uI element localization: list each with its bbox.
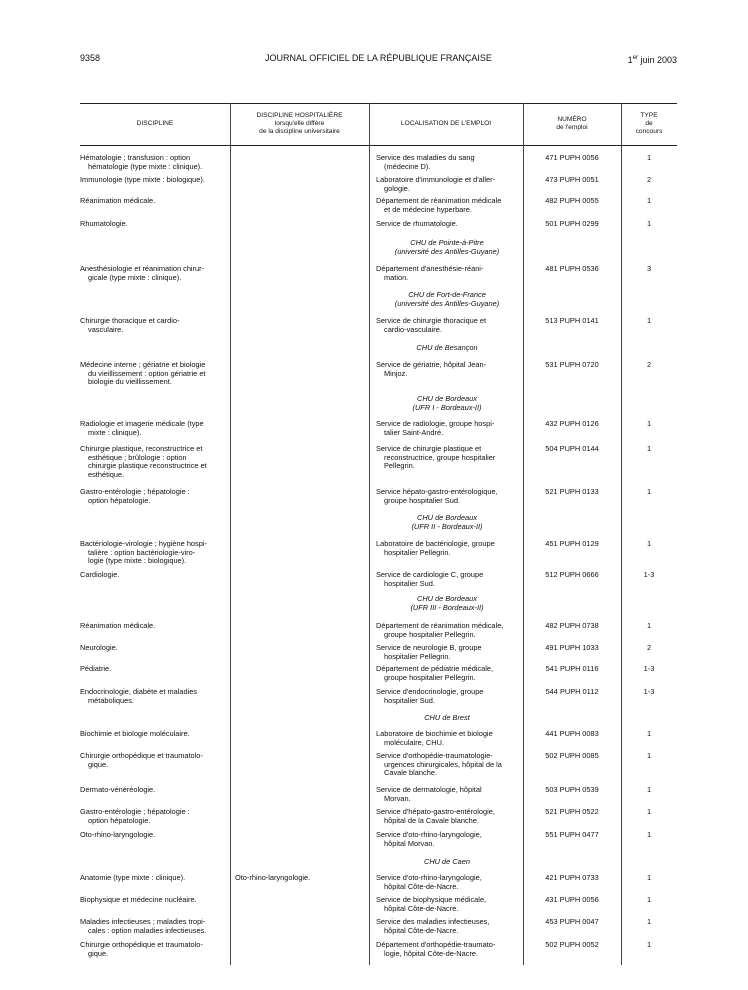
localisation-text: hôpital Côte-de-Nacre. [384,881,459,891]
discipline-cell [80,730,226,739]
localisation-text: Service de chirurgie thoracique et [376,316,487,325]
localisation-text: gologie. [384,183,410,193]
journal-title: JOURNAL OFFICIEL DE LA RÉPUBLIQUE FRANÇAISE [265,53,492,63]
discipline-text: gicale (type mixte : clinique). [88,272,182,282]
discipline-cell [80,540,226,566]
competition-type-cell: 1 [646,830,652,839]
localisation-cell [376,752,518,778]
discipline-text: Radiologie et imagerie médicale (type [80,419,204,428]
discipline-text: option hépatologie. [88,495,151,505]
discipline-text: Pédiatrie. [80,664,112,673]
chu-name: CHU de Bordeaux [417,394,477,403]
competition-type-cell: 2 [646,360,652,369]
discipline-text: Cardiologie. [80,570,120,579]
discipline-text: Réanimation médicale. [80,621,156,630]
job-number-cell: 482 PUPH 0738 [545,621,599,630]
localisation-text: Laboratoire de bactériologie, groupe [376,539,495,548]
localisation-text: (médecine D). [384,161,431,171]
localisation-text: Pellegrin. [384,461,415,471]
localisation-text: Service de cardiologie C, groupe [376,570,484,579]
localisation-text: Service des maladies infectieuses, [376,917,490,926]
localisation-cell [376,265,518,282]
discipline-text: Médecine interne ; gériatrie et biologie [80,360,206,369]
job-number-cell: 432 PUPH 0126 [545,419,599,428]
header-localisation: LOCALISATION DE L'EMPLOI [400,120,492,127]
discipline-cell [80,918,226,935]
localisation-text: Service de biophysique médicale, [376,895,487,904]
discipline-text: Dermato-vénéréologie. [80,785,156,794]
discipline-cell [80,361,226,387]
hospital-discipline-cell: Oto-rhino-laryngologie. [235,873,311,882]
competition-type-cell: 1 [646,153,652,162]
discipline-text: mixte : clinique). [88,427,142,437]
job-number-cell: 521 PUPH 0522 [545,807,599,816]
job-number-cell: 431 PUPH 0056 [545,895,599,904]
job-number-cell: 441 PUPH 0083 [545,729,599,738]
localisation-text: Département de réanimation médicale [376,196,502,205]
localisation-cell [376,317,518,334]
discipline-cell [80,665,226,674]
competition-type-cell: 3 [646,264,652,273]
discipline-text: Oto-rhino-laryngologie. [80,830,156,839]
job-number-cell: 512 PUPH 0666 [545,570,599,579]
localisation-cell [376,488,518,505]
competition-type-cell: 1 [646,621,652,630]
chu-university: (université des Antilles-Guyane) [394,298,500,308]
localisation-cell [376,420,518,437]
discipline-text: Endocrinologie, diabète et maladies [80,687,198,696]
discipline-cell [80,265,226,282]
discipline-cell [80,644,226,653]
localisation-cell [376,730,518,747]
discipline-text: Gastro-entérologie ; hépatologie : [80,807,190,816]
job-number-cell: 473 PUPH 0051 [545,175,599,184]
competition-type-cell: 1 [646,895,652,904]
localisation-cell [376,874,518,891]
chu-name: CHU de Bordeaux [417,513,477,522]
discipline-text: Chirurgie orthopédique et traumatolo- [80,940,203,949]
header-type: TYPE de concours [635,112,663,135]
discipline-cell [80,874,226,883]
publication-date: 1er juin 2003 [627,55,677,65]
localisation-text: Laboratoire de biochimie et biologie [376,729,493,738]
discipline-text: vasculaire. [88,324,124,334]
localisation-text: Service d'orthopédie-traumatologie- [376,751,493,760]
chu-heading [376,714,518,723]
job-number-cell: 482 PUPH 0055 [545,196,599,205]
localisation-text: Service d'oto-rhino-laryngologie, [376,830,482,839]
localisation-cell [376,154,518,171]
job-number-cell: 503 PUPH 0539 [545,785,599,794]
chu-university: (UFR II - Bordeaux-II) [411,521,483,531]
chu-heading [376,595,518,612]
localisation-cell [376,831,518,848]
chu-university: (UFR III - Bordeaux-II) [410,602,484,612]
discipline-text: Rhumatologie. [80,219,128,228]
competition-type-cell: 1-3 [643,664,655,673]
header-discipline: DISCIPLINE [136,120,174,127]
chu-name: CHU de Pointe-à-Pitre [410,238,484,247]
localisation-cell [376,786,518,803]
localisation-text: Service hépato-gastro-entérologique, [376,487,498,496]
localisation-text: Service de neurologie B, groupe [376,643,482,652]
localisation-cell [376,176,518,193]
competition-type-cell: 1-3 [643,570,655,579]
discipline-text: Neurologie. [80,643,118,652]
discipline-text: talière : option bactériologie-viro- [88,547,196,557]
localisation-cell [376,688,518,705]
job-number-cell: 551 PUPH 0477 [545,830,599,839]
discipline-text: hématologie (type mixte : clinique). [88,161,203,171]
competition-type-cell: 1 [646,219,652,228]
job-number-cell: 531 PUPH 0720 [545,360,599,369]
job-number-cell: 541 PUPH 0116 [545,664,599,673]
chu-heading [376,395,518,412]
job-listing-table [80,103,677,965]
localisation-cell [376,361,518,378]
localisation-text: Service d'endocrinologie, groupe [376,687,484,696]
job-number-cell: 421 PUPH 0733 [545,873,599,882]
discipline-text: Gastro-entérologie ; hépatologie : [80,487,190,496]
competition-type-cell: 1 [646,785,652,794]
job-number-cell: 502 PUPH 0052 [545,940,599,949]
localisation-text: hôpital Côte-de-Nacre. [384,925,459,935]
competition-type-cell: 1 [646,940,652,949]
job-number-cell: 521 PUPH 0133 [545,487,599,496]
competition-type-cell: 1 [646,807,652,816]
discipline-text: Chirurgie thoracique et cardio- [80,316,180,325]
discipline-text: Anesthésiologie et réanimation chirur- [80,264,205,273]
localisation-text: groupe hospitalier Pellegrin. [384,672,476,682]
localisation-text: Cavale blanche. [384,768,438,778]
localisation-cell [376,665,518,682]
competition-type-cell: 1 [646,487,652,496]
localisation-text: groupe hospitalier Sud. [384,495,461,505]
discipline-text: esthétique. [88,469,125,479]
localisation-text: talier Saint-André. [384,427,444,437]
localisation-text: cardio-vasculaire. [384,324,442,334]
localisation-text: Service de chirurgie plastique et [376,444,482,453]
competition-type-cell: 1 [646,729,652,738]
discipline-text: Bactériologie-virologie ; hygiène hospi- [80,539,207,548]
localisation-cell [376,896,518,913]
discipline-cell [80,317,226,334]
column-divider [230,103,231,965]
localisation-text: hospitalier Pellegrin. [384,651,451,661]
competition-type-cell: 1 [646,419,652,428]
localisation-cell [376,571,518,588]
discipline-text: Biophysique et médecine nucléaire. [80,895,197,904]
chu-heading [376,514,518,531]
header-numero: NUMÉRO de l'emploi [556,116,588,131]
job-number-cell: 491 PUPH 1033 [545,643,599,652]
localisation-text: et de médecine hyperbare. [384,204,472,214]
discipline-cell [80,197,226,206]
localisation-text: Service d'oto-rhino-laryngologie, [376,873,482,882]
chu-heading [376,239,518,256]
localisation-text: hôpital Morvan. [384,838,435,848]
competition-type-cell: 1 [646,917,652,926]
localisation-cell [376,540,518,557]
localisation-cell [376,220,518,229]
chu-name: CHU de Fort-de-France [408,290,486,299]
localisation-cell [376,941,518,958]
discipline-cell [80,752,226,769]
chu-name: CHU de Caen [423,857,470,866]
localisation-cell [376,445,518,471]
discipline-text: gique. [88,948,109,958]
discipline-text: Chirurgie orthopédique et traumatolo- [80,751,203,760]
header-hospital-discipline: DISCIPLINE HOSPITALIÈRE lorsqu'elle diffère de la discipline universitaire [256,112,343,135]
discipline-text: Immunologie (type mixte : biologique). [80,175,205,184]
discipline-text: du vieillissement : option gériatrie et [88,368,206,378]
job-number-cell: 504 PUPH 0144 [545,444,599,453]
localisation-text: Département de réanimation médicale, [376,621,504,630]
discipline-text: biologie du vieillissement. [88,377,172,387]
localisation-text: Département d'anesthésie-réani- [376,264,484,273]
localisation-cell [376,197,518,214]
chu-name: CHU de Brest [424,713,470,722]
localisation-text: Service de dermatologie, hôpital [376,785,482,794]
competition-type-cell: 1 [646,444,652,453]
localisation-text: Département de pédiatrie médicale, [376,664,494,673]
discipline-cell [80,896,226,905]
discipline-cell [80,688,226,705]
localisation-text: Service de gériatrie, hôpital Jean- [376,360,487,369]
competition-type-cell: 1 [646,316,652,325]
discipline-cell [80,220,226,229]
competition-type-cell: 1 [646,539,652,548]
chu-name: CHU de Bordeaux [417,594,477,603]
competition-type-cell: 2 [646,175,652,184]
localisation-text: hôpital de la Cavale blanche. [384,815,479,825]
localisation-cell [376,808,518,825]
discipline-cell [80,445,226,479]
discipline-text: gique. [88,759,109,769]
discipline-text: Biochimie et biologie moléculaire. [80,729,190,738]
localisation-text: hôpital Côte-de-Nacre. [384,903,459,913]
discipline-cell [80,488,226,505]
discipline-text: chirurgie plastique reconstructrice et [88,461,207,471]
page-header [80,51,677,65]
discipline-text: Réanimation médicale. [80,196,156,205]
localisation-text: reconstructrice, groupe hospitalier [384,452,496,462]
localisation-text: Laboratoire d'immunologie et d'aller- [376,175,496,184]
discipline-text: logie (type mixte : biologique). [88,556,187,566]
localisation-text: moléculaire, CHU. [384,737,444,747]
competition-type-cell: 2 [646,643,652,652]
discipline-cell [80,571,226,580]
localisation-text: groupe hospitalier Pellegrin. [384,629,476,639]
localisation-text: Morvan. [384,793,411,803]
localisation-text: Minjoz. [384,368,408,378]
discipline-cell [80,154,226,171]
discipline-cell [80,786,226,795]
localisation-text: Service d'hépato-gastro-entérologie, [376,807,495,816]
discipline-cell [80,831,226,840]
competition-type-cell: 1 [646,751,652,760]
chu-heading [376,858,518,867]
job-number-cell: 502 PUPH 0085 [545,751,599,760]
localisation-text: hospitalier Sud. [384,695,435,705]
job-number-cell: 451 PUPH 0129 [545,539,599,548]
discipline-text: Anatomie (type mixte : clinique). [80,873,186,882]
job-number-cell: 513 PUPH 0141 [545,316,599,325]
localisation-text: Département d'orthopédie-traumato- [376,940,496,949]
job-number-cell: 453 PUPH 0047 [545,917,599,926]
localisation-cell [376,644,518,661]
discipline-text: cales : option maladies infectieuses. [88,925,207,935]
localisation-cell [376,622,518,639]
localisation-text: hospitalier Pellegrin. [384,547,451,557]
chu-heading [376,291,518,308]
discipline-cell [80,420,226,437]
localisation-text: Service de rhumatologie. [376,219,458,228]
discipline-cell [80,941,226,958]
discipline-text: Hématologie ; transfusion : option [80,153,191,162]
job-number-cell: 481 PUPH 0536 [545,264,599,273]
job-number-cell: 471 PUPH 0056 [545,153,599,162]
discipline-text: Maladies infectieuses ; maladies tropi- [80,917,206,926]
competition-type-cell: 1 [646,873,652,882]
discipline-text: option hépatologie. [88,815,151,825]
discipline-text: esthétique ; brûlologie : option [88,452,187,462]
localisation-text: Service des maladies du sang [376,153,475,162]
discipline-text: métaboliques. [88,695,135,705]
localisation-text: Service de radiologie, groupe hospi- [376,419,495,428]
job-number-cell: 501 PUPH 0299 [545,219,599,228]
competition-type-cell: 1-3 [643,687,655,696]
chu-university: (UFR I - Bordeaux-II) [412,402,482,412]
competition-type-cell: 1 [646,196,652,205]
table-header-rule [80,145,677,146]
localisation-text: urgences chirurgicales, hôpital de la [384,759,502,769]
discipline-cell [80,808,226,825]
discipline-text: Chirurgie plastique, reconstructrice et [80,444,203,453]
localisation-text: mation. [384,272,409,282]
localisation-text: hospitalier Sud. [384,578,435,588]
chu-name: CHU de Besançon [416,343,478,352]
chu-university: (université des Antilles-Guyane) [394,246,500,256]
discipline-cell [80,622,226,631]
job-number-cell: 544 PUPH 0112 [545,687,599,696]
column-divider [369,103,370,965]
discipline-cell [80,176,226,185]
localisation-text: logie, hôpital Côte-de-Nacre. [384,948,479,958]
localisation-cell [376,918,518,935]
chu-heading [376,344,518,353]
page-number: 9358 [80,53,101,63]
